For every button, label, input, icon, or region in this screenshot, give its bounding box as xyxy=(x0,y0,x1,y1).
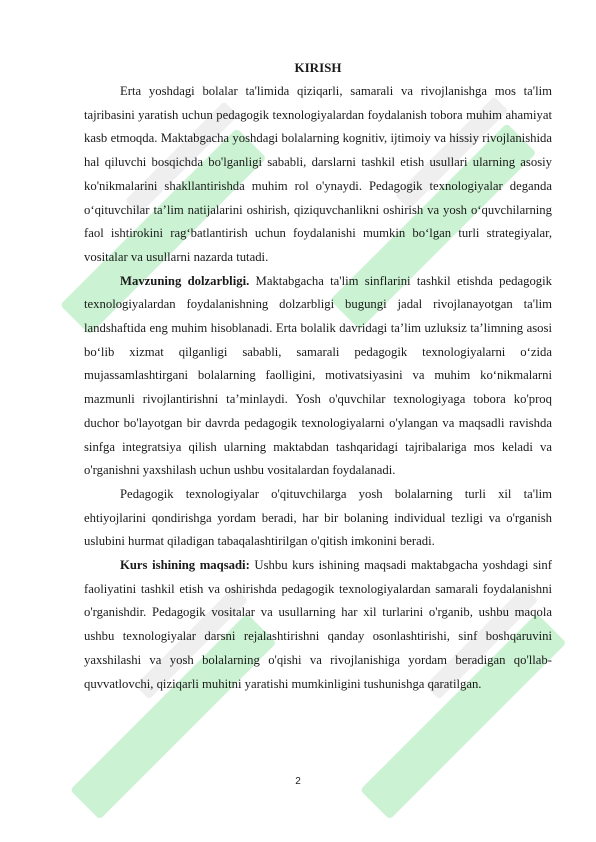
paragraph-goal xyxy=(84,554,552,696)
section-title: KIRISH xyxy=(294,60,342,75)
paragraph-needs-text: Pedagogik texnologiyalar o'qituvchilarga yosh bolalarning turli xil ta'lim ehtiyojlarini qondirishga yordam beradi, har bir bolaning individual tezligi va o'rganish uslubini hurmat qiladigan tabaqalashtirilgan o'qitish imkonini beradi. xyxy=(84,486,552,549)
paragraph-intro xyxy=(84,80,552,270)
page-number: 2 xyxy=(295,776,301,787)
document-body xyxy=(84,58,552,696)
paragraph-needs xyxy=(84,483,552,554)
paragraph-relevance-text: Maktabgacha ta'lim sinflarini tashkil etishda pedagogik texnologiyalardan foydalanishning dolzarbligi bugungi jadal rivojlanayotgan ta'lim landshaftida eng muhim hisoblanadi. Erta bolalik davridagi ta’lim uzluksiz ta’limning asosi bo‘lib xizmat qilganligi sababli, samarali pedagogik texnologiyalarni o‘zida mujassamlashtirgani bolalarning faolligini, motivatsiyasini va muhim ko‘nikmalarni mazmunli rivojlantirishni ta’minlaydi. Yosh o'quvchilar texnologiyaga tobora ko'proq duchor bo'layotgan bir davrda pedagogik texnologiyalarni o'ylangan va maqsadli ravishda sinfga integratsiya qilish ularning maktabdan tashqaridagi tajribalariga mos keladi va o'rganishni yaxshilash uchun ushbu vositalardan foydalanadi. xyxy=(84,273,552,478)
paragraph-goal-text: Ushbu kurs ishining maqsadi maktabgacha yoshdagi sinf faoliyatini tashkil etish va oshirishda pedagogik texnologiyalardan samarali foydalanishni o'rganishdir. Pedagogik vositalar va usullarning har xil turlarini o'rganib, ushbu maqola ushbu texnologiyalar darsni rejalashtirishni qanday osonlashtirishi, sinf boshqaruvini yaxshilashi va yosh bolalarning o'qishi va rivojlanishiga yordam beradigan qo'llab-quvvatlovchi, qiziqarli muhitni yaratishi mumkinligini tushunishga qaratilgan. xyxy=(84,558,552,691)
paragraph-intro-text: Erta yoshdagi bolalar ta'limida qiziqarli, samarali va rivojlanishga mos ta'lim tajribasini yaratish uchun pedagogik texnologiyalardan foydalanish tobora muhim ahamiyat kasb etmoqda. Maktabgacha yoshdagi bolalarning kognitiv, ijtimoiy va hissiy rivojlanishida hal qiluvchi bosqichda bo'lganligi sababli, darslarni tashkil etish usullari ularning asosiy ko'nikmalarini shakllantirishda muhim rol o'ynaydi. Pedagogik texnologiyalar deganda o‘qituvchilar ta’lim natijalarini oshirish, qiziquvchanlikni oshirish va yosh o‘quvchilarning faol ishtirokini rag‘batlantirish uchun foydalanishi mumkin bo‘lgan turli strategiyalar, vositalar va usullarni nazarda tutadi. xyxy=(84,84,552,264)
paragraph-goal-lead: Kurs ishining maqsadi: xyxy=(120,558,250,573)
paragraph-relevance-lead: Mavzuning dolzarbligi. xyxy=(120,273,250,288)
paragraph-relevance xyxy=(84,270,552,483)
